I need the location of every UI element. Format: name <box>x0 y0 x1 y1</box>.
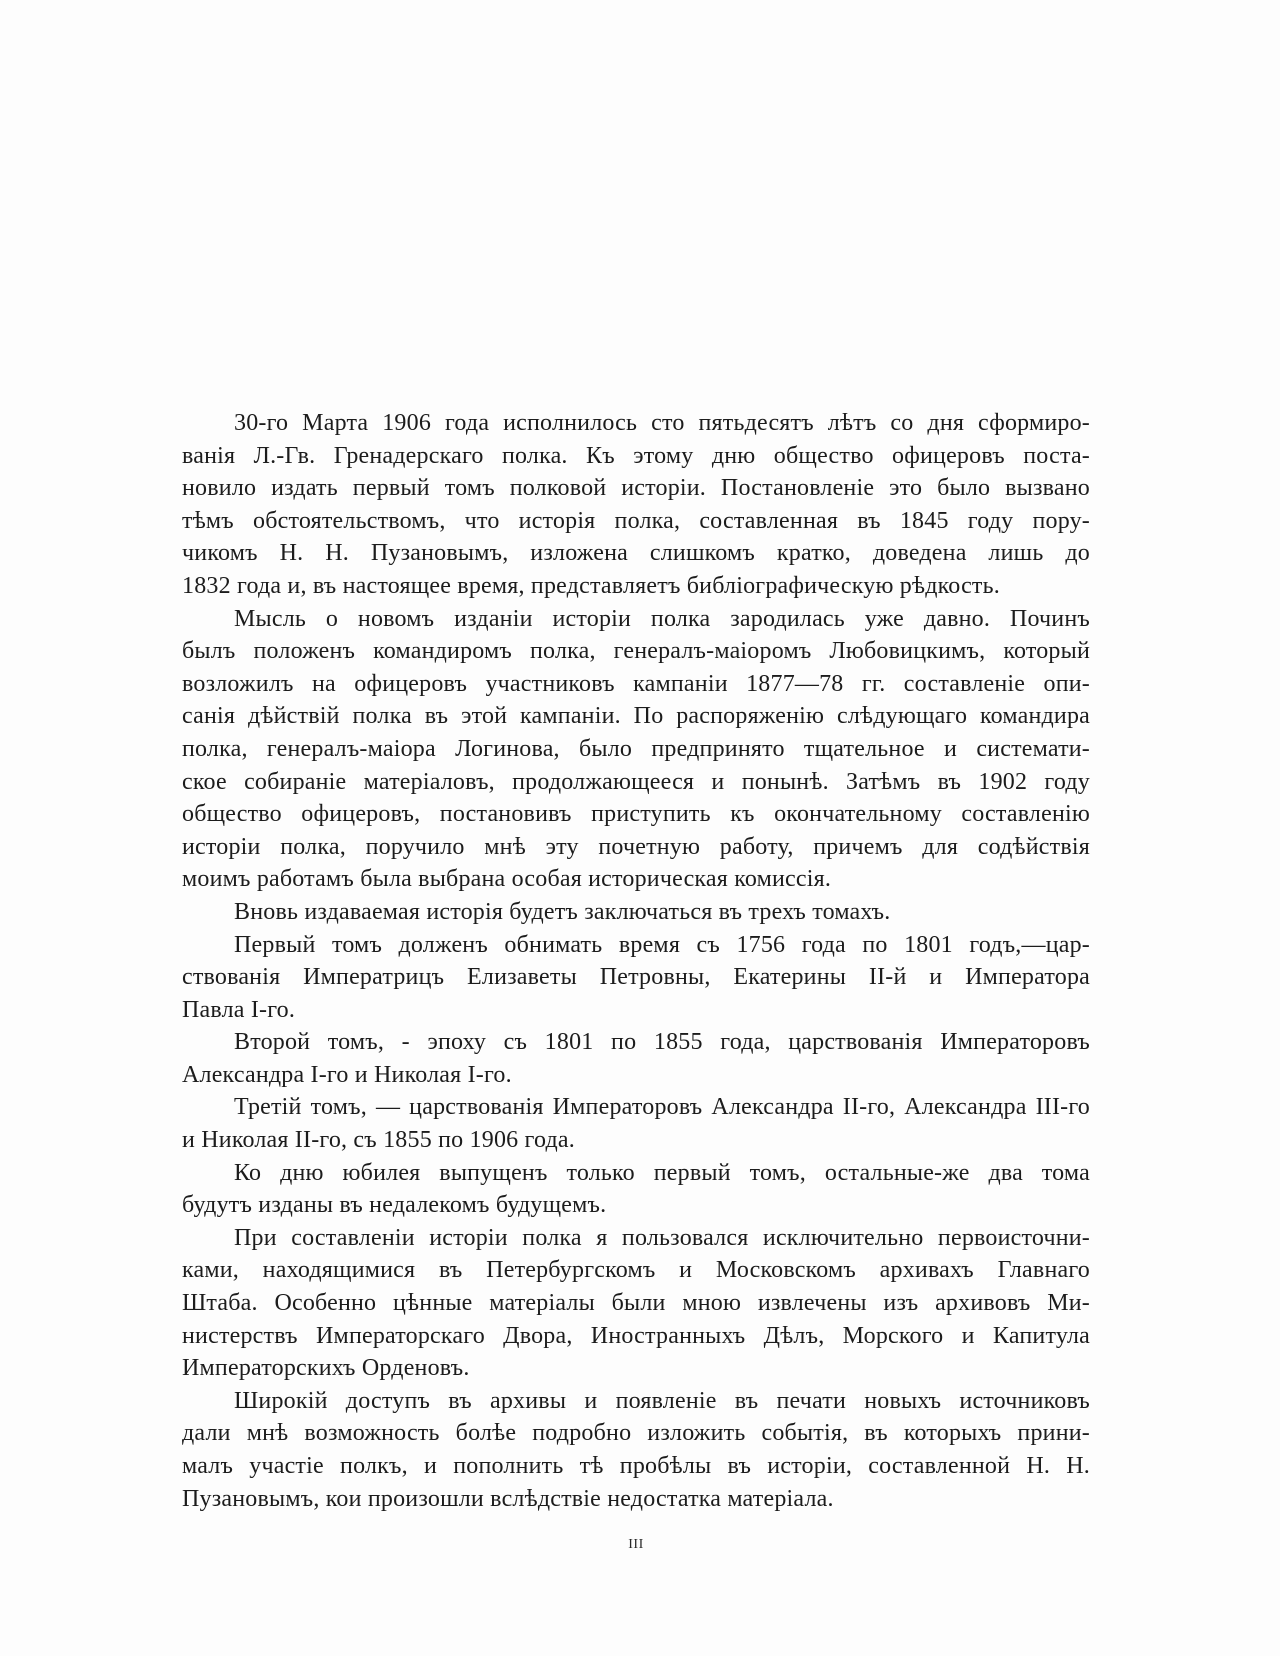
text-line: и Николая II-го, съ 1855 по 1906 года. <box>182 1127 575 1154</box>
paragraph <box>182 603 1090 896</box>
page-number: III <box>628 1537 644 1552</box>
text-line: Пузановымъ, кои произошли вслѣдствіе недостатка матеріала. <box>182 1485 834 1512</box>
text-line: Второй томъ, - эпоху съ 1801 по 1855 года, царствованія Императоровъ <box>234 1029 1090 1056</box>
text-line: общество офицеровъ, постановивъ приступить къ окончательному составленію <box>182 801 1090 828</box>
text-line: будутъ изданы въ недалекомъ будущемъ. <box>182 1192 607 1219</box>
text-line: При составленіи исторіи полка я пользовался исключительно первоисточни- <box>234 1224 1090 1251</box>
paragraph <box>182 1157 1090 1222</box>
text-line: дали мнѣ возможность болѣе подробно изложить событія, въ которыхъ прини- <box>182 1420 1090 1447</box>
paragraph <box>182 896 1090 929</box>
text-line: Мысль о новомъ изданіи исторіи полка зародилась уже давно. Починъ <box>234 605 1090 632</box>
paragraph <box>182 1026 1090 1091</box>
text-line: былъ положенъ командиромъ полка, генералъ-маіоромъ Любовицкимъ, который <box>182 638 1090 665</box>
text-line: нистерствъ Императорскаго Двора, Иностранныхъ Дѣлъ, Морского и Капитула <box>182 1322 1090 1349</box>
text-line: ствованія Императрицъ Елизаветы Петровны, Екатерины II-й и Императора <box>182 964 1090 991</box>
text-line: исторіи полка, поручило мнѣ эту почетную работу, причемъ для содѣйствія <box>182 833 1090 860</box>
text-line: ское собираніе матеріаловъ, продолжающееся и понынѣ. Затѣмъ въ 1902 году <box>182 768 1090 795</box>
text-line: Вновь издаваемая исторія будетъ заключаться въ трехъ томахъ. <box>234 898 891 925</box>
text-line: Ко дню юбилея выпущенъ только первый томъ, остальные-же два тома <box>234 1159 1090 1186</box>
text-line: 1832 года и, въ настоящее время, представляетъ библіографическую рѣдкость. <box>182 572 1000 599</box>
paragraph <box>182 1385 1090 1515</box>
text-line: санія дѣйствій полка въ этой кампаніи. По распоряженію слѣдующаго командира <box>182 703 1090 730</box>
text-line: малъ участіе полкъ, и пополнить тѣ пробѣлы въ исторіи, составленной Н. Н. <box>182 1453 1090 1479</box>
paragraph <box>182 1091 1090 1156</box>
text-line: возложилъ на офицеровъ участниковъ кампаніи 1877—78 гг. составленіе опи- <box>182 670 1090 697</box>
paragraph <box>182 929 1090 1027</box>
text-line: тѣмъ обстоятельствомъ, что исторія полка, составленная въ 1845 году пору- <box>182 507 1090 534</box>
text-line: Александра I-го и Николая I-го. <box>182 1061 512 1088</box>
text-line: ванія Л.-Гв. Гренадерскаго полка. Къ этому дню общество офицеровъ поста- <box>182 442 1090 469</box>
text-line: полка, генералъ-маіора Логинова, было предпринято тщательное и системати- <box>182 735 1090 762</box>
paragraph <box>182 1222 1090 1385</box>
text-line: Павла I-го. <box>182 996 296 1023</box>
text-line: новило издать первый томъ полковой исторіи. Постановленіе это было вызвано <box>182 475 1090 502</box>
text-line: Третій томъ, — царствованія Императоровъ Александра II-го, Александра III-го <box>234 1094 1090 1121</box>
text-line: ками, находящимися въ Петербургскомъ и Московскомъ архивахъ Главнаго <box>182 1257 1090 1284</box>
text-line: 30-го Марта 1906 года исполнилось сто пятьдесятъ лѣтъ со дня сформиро- <box>234 410 1090 436</box>
paragraph <box>182 407 1090 603</box>
text-line: Императорскихъ Орденовъ. <box>182 1355 470 1382</box>
text-line: Первый томъ долженъ обнимать время съ 1756 года по 1801 годъ,—цар- <box>234 931 1090 958</box>
preface-text <box>182 407 1090 1515</box>
text-line: Широкій доступъ въ архивы и появленіе въ печати новыхъ источниковъ <box>234 1387 1090 1414</box>
text-line: Штаба. Особенно цѣнные матеріалы были мною извлечены изъ архивовъ Ми- <box>182 1290 1090 1317</box>
text-line: моимъ работамъ была выбрана особая историческая комиссія. <box>182 866 832 893</box>
text-line: чикомъ Н. Н. Пузановымъ, изложена слишкомъ кратко, доведена лишь до <box>182 540 1090 567</box>
